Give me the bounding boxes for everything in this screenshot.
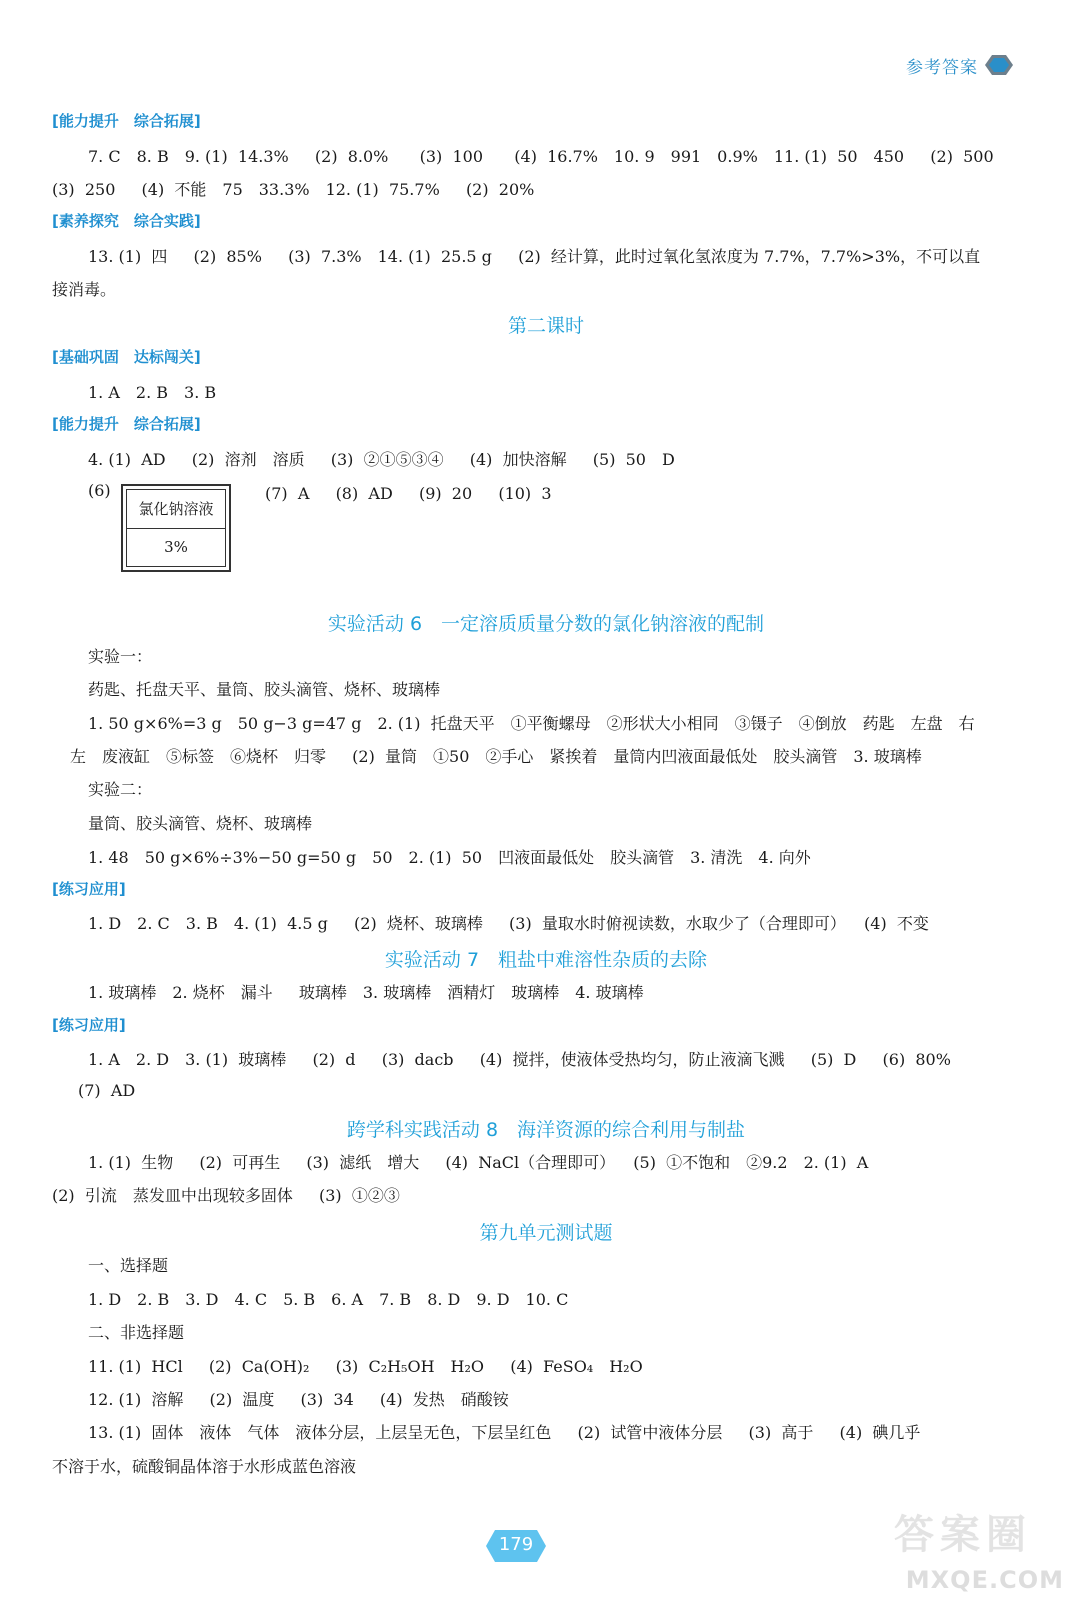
answer-line: 二、非选择题	[88, 1323, 185, 1342]
section-tag: [素养探究 综合实践]	[52, 212, 201, 230]
answer-line: (2) 引流 蒸发皿中出现较多固体 (3) ①②③	[52, 1186, 400, 1205]
section-title: 实验活动 7 粗盐中难溶性杂质的去除	[384, 949, 708, 971]
answer-line: 13. (1) 固体 液体 气体 液体分层，上层呈无色，下层呈红色 (2) 试管中液体分层 (3) 高于 (4) 碘几乎	[88, 1423, 921, 1442]
answer-line: 接消毒。	[52, 280, 117, 299]
answer-line: 1. A 2. B 3. B	[88, 383, 217, 402]
answer-line: 1. (1) 生物 (2) 可再生 (3) 滤纸 增大 (4) NaCl（合理即可） (5) ①不饱和 ②9.2 2. (1) A	[88, 1153, 869, 1172]
answer-line: 4. (1) AD (2) 溶剂 溶质 (3) ②①⑤③④ (4) 加快溶解 (5) 50 D	[88, 450, 675, 469]
section-title: 跨学科实践活动 8 海洋资源的综合利用与制盐	[346, 1119, 746, 1141]
answer-line: 1. 50 g×6%=3 g 50 g−3 g=47 g 2. (1) 托盘天平 ①平衡螺母 ②形状大小相同 ③镊子 ④倒放 药匙 左盘 右	[88, 714, 975, 733]
section-tag: [练习应用]	[52, 880, 126, 898]
answer-line: (6)	[88, 481, 111, 500]
answer-line: 实验二：	[88, 780, 153, 799]
section-title: 第二课时	[507, 315, 584, 337]
label-value: 3%	[164, 538, 188, 557]
page-header	[906, 52, 1014, 78]
label-name: 氯化钠溶液	[127, 490, 225, 529]
section-title: 第九单元测试题	[479, 1222, 613, 1244]
answer-line: 药匙、托盘天平、量筒、胶头滴管、烧杯、玻璃棒	[88, 680, 441, 699]
header-badge-icon	[984, 52, 1014, 78]
answer-line: 量筒、胶头滴管、烧杯、玻璃棒	[88, 814, 313, 833]
answer-line: 一、选择题	[88, 1256, 169, 1275]
answer-line: 13. (1) 四 (2) 85% (3) 7.3% 14. (1) 25.5 g (2) 经计算，此时过氧化氢浓度为 7.7%，7.7%>3%，不可以直	[88, 247, 981, 266]
header-text: 参考答案	[906, 57, 978, 78]
answer-line: 实验一：	[88, 647, 153, 666]
answer-line: 1. D 2. B 3. D 4. C 5. B 6. A 7. B 8. D 9. D 10. C	[88, 1290, 569, 1309]
section-tag: [能力提升 综合拓展]	[52, 112, 201, 130]
answer-line: (7) AD	[78, 1081, 136, 1100]
section-title: 实验活动 6 一定溶质质量分数的氯化钠溶液的配制	[327, 613, 765, 635]
watermark-logo: 答案圈	[894, 1512, 1032, 1558]
answer-line: 12. (1) 溶解 (2) 温度 (3) 34 (4) 发热 硝酸铵	[88, 1390, 509, 1409]
page-number: 179	[498, 1534, 534, 1555]
answer-line: (7) A (8) AD (9) 20 (10) 3	[265, 484, 552, 503]
answer-line: 不溶于水，硫酸铜晶体溶于水形成蓝色溶液	[52, 1457, 357, 1476]
answer-line: 1. A 2. D 3. (1) 玻璃棒 (2) d (3) dacb (4) 搅拌，使液体受热均匀，防止液滴飞溅 (5) D (6) 80%	[88, 1050, 951, 1069]
watermark-url: MXQE.COM	[905, 1566, 1064, 1594]
section-tag: [基础巩固 达标闯关]	[52, 348, 201, 366]
answer-line: 1. 玻璃棒 2. 烧杯 漏斗 玻璃棒 3. 玻璃棒 酒精灯 玻璃棒 4. 玻璃棒	[88, 983, 644, 1002]
answer-line: 1. D 2. C 3. B 4. (1) 4.5 g (2) 烧杯、玻璃棒 (3) 量取水时俯视读数，水取少了（合理即可） (4) 不变	[88, 914, 929, 933]
answer-line: (3) 250 (4) 不能 75 33.3% 12. (1) 75.7% (2) 20%	[52, 180, 535, 199]
answer-line: 11. (1) HCl (2) Ca(OH)₂ (3) C₂H₅OH H₂O (4) FeSO₄ H₂O	[88, 1357, 643, 1376]
answer-line: 7. C 8. B 9. (1) 14.3% (2) 8.0% (3) 100 (4) 16.7% 10. 9 991 0.9% 11. (1) 50 450 (2) 500	[88, 147, 994, 166]
section-tag: [练习应用]	[52, 1016, 126, 1034]
answer-line: 1. 48 50 g×6%÷3%−50 g=50 g 50 2. (1) 50 凹液面最低处 胶头滴管 3. 清洗 4. 向外	[88, 848, 811, 867]
answer-line: 左 废液缸 ⑤标签 ⑥烧杯 归零 (2) 量筒 ①50 ②手心 紧挨着 量筒内凹液面最低处 胶头滴管 3. 玻璃棒	[70, 747, 922, 766]
reagent-label	[121, 484, 231, 572]
section-tag: [能力提升 综合拓展]	[52, 415, 201, 433]
